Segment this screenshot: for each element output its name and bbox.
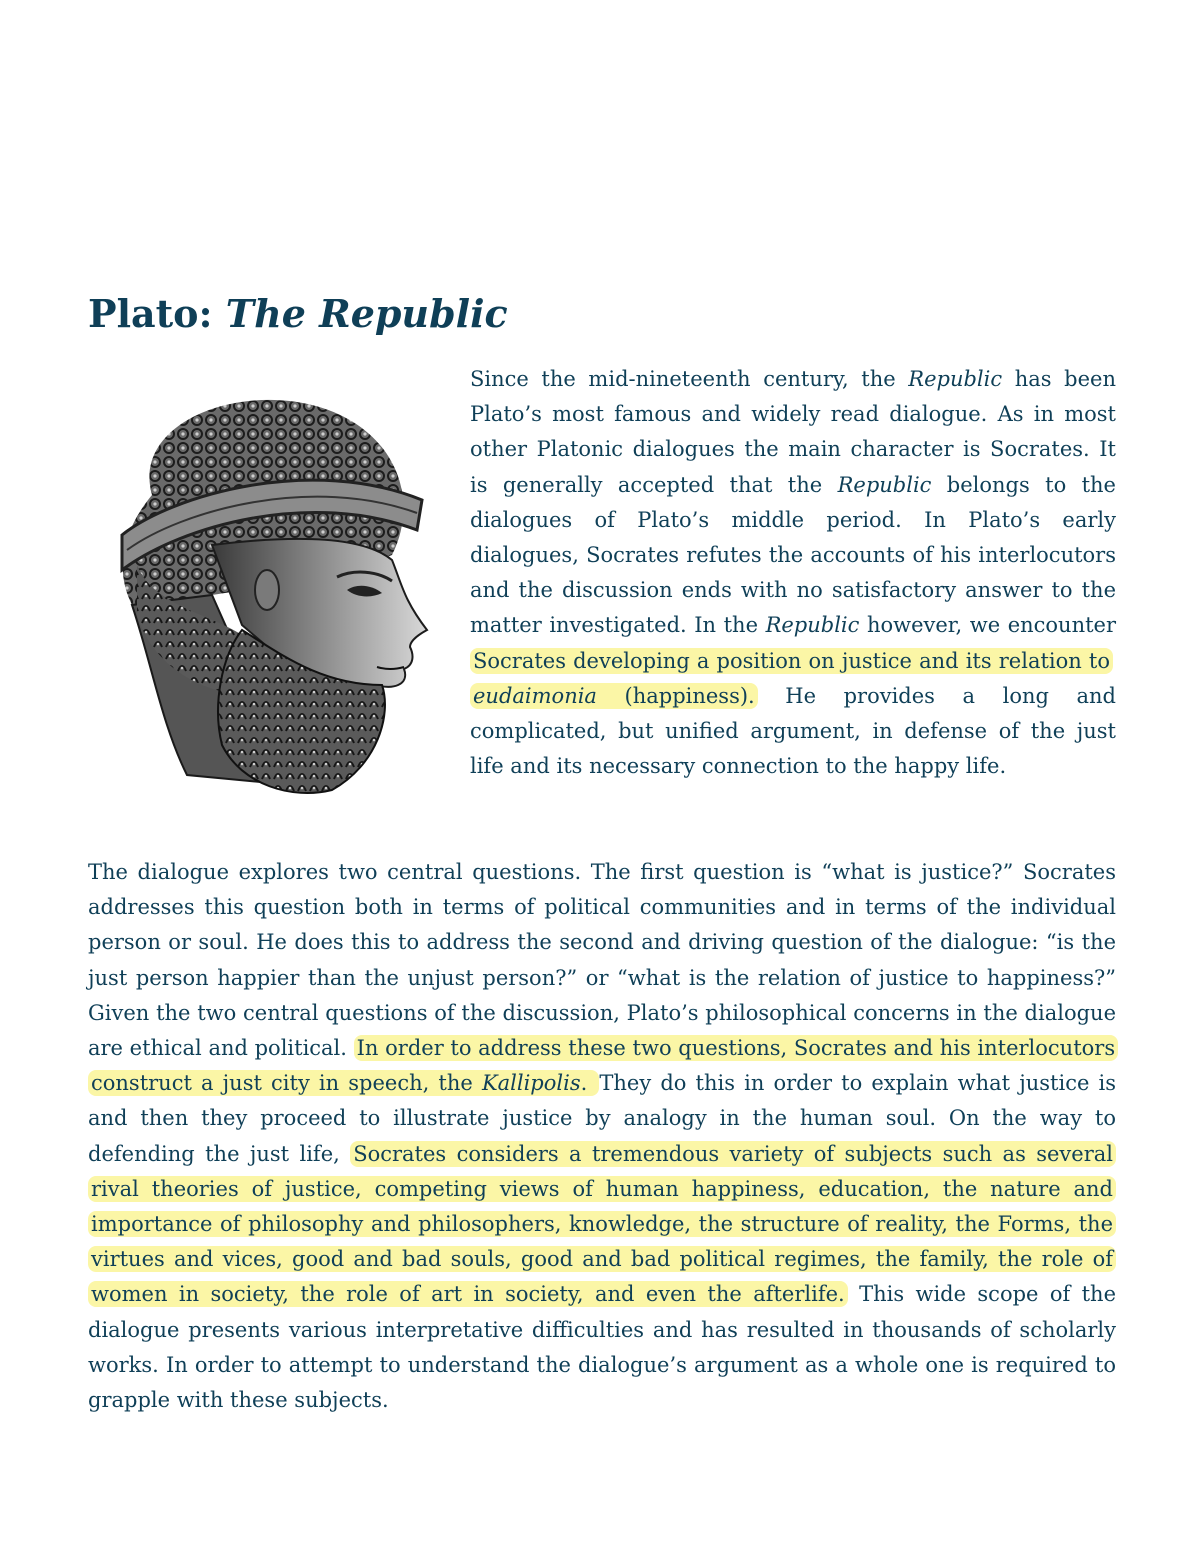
body-text-3: This wide scope of the dialogue presents various interpretative difficulties and has resulted in thousands of scholarly works. In order to attempt to understand the dialogue’s argument as a whole one is required to grapple with these subjects. <box>88 1282 1116 1413</box>
body-text-2: They do this in order to explain what justice is and then they proceed to illustrate justice by analogy in the human soul. On the way to defending the just life, <box>88 1071 1116 1166</box>
intro-italic-republic-2: Republic <box>837 472 932 497</box>
body-highlight-2: Socrates considers a tremendous variety of subjects such as several rival theories of justice, competing views of human happiness, education, the nature and importance of philosophy and philosophers, knowledge, the structure of reality, the Forms, the virtues and vices, good and bad souls, good and bad political regimes, the family, the role of women in society, the role of art in society, and even the afterlife. <box>88 1141 1116 1308</box>
intro-italic-republic-1: Republic <box>908 367 1003 391</box>
intro-text-4: however, we encounter <box>859 613 1117 638</box>
intro-highlight-italic: eudaimonia <box>473 683 597 708</box>
plato-bust-illustration <box>92 385 437 805</box>
body-text-1: The dialogue explores two central questions. The first question is “what is justice?” Socrates addresses this question both in terms of political communities and in terms of the individual person or soul. He does this to address the second and driving question of the dialogue: “is the just person happier than the unjust person?” or “what is the relation of justice to happiness?” Given the two central questions of the discussion, Plato’s philosophical concerns in the dialogue are ethical and political. <box>88 860 1116 1061</box>
intro-text-2: has been Plato’s most famous and widely read dialogue. As in most other Platonic dialogues the main character is Socrates. It is generally accepted that the <box>470 367 1116 497</box>
body-highlight-1-italic: Kallipolis <box>481 1071 581 1096</box>
body-paragraph <box>88 855 1116 1418</box>
intro-highlight-text-b: (happiness). <box>596 683 755 708</box>
intro-text-3: belongs to the dialogues of Plato’s middle period. In Plato’s early dialogues, Socrates refutes the accounts of his interlocutors and the discussion ends with no satisfactory answer to the matter investigated. In the <box>470 472 1116 638</box>
intro-text-1: Since the mid-nineteenth century, the <box>470 367 909 391</box>
intro-paragraph <box>470 362 1116 784</box>
body-highlight-1-text-a: In order to address these two questions, Socrates and his interlocutors construct a just city in speech, the <box>91 1036 1116 1096</box>
intro-text-5: He provides a long and complicated, but unified argument, in defense of the just life and its necessary connection to the happy life. <box>470 683 1116 779</box>
intro-italic-republic-3: Republic <box>765 613 860 638</box>
body-highlight-1-text-b: . <box>580 1071 597 1096</box>
intro-highlight-text-a: Socrates developing a position on justice and its relation to <box>473 648 1110 673</box>
title-italic: The Republic <box>225 291 508 336</box>
page-title <box>88 288 508 340</box>
title-prefix: Plato: <box>88 291 226 336</box>
